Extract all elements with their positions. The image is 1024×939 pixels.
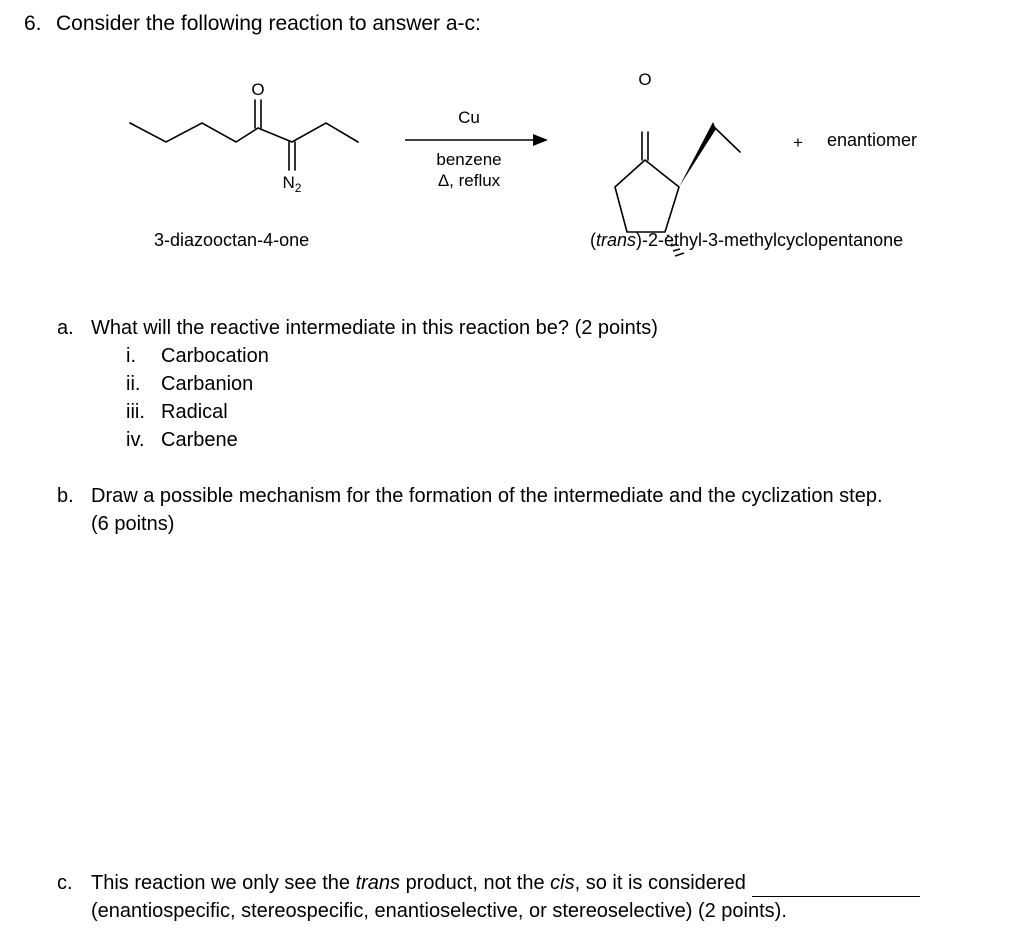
enantiomer-label: enantiomer [827, 130, 918, 150]
reaction-arrow [405, 134, 548, 146]
option-label: Carbanion [161, 373, 254, 395]
product-structure [615, 126, 740, 232]
answer-blank[interactable] [752, 878, 920, 897]
option-item [126, 398, 269, 426]
option-item [126, 370, 269, 398]
option-numeral: ii. [126, 373, 141, 395]
option-numeral: i. [126, 345, 136, 367]
product-name [590, 230, 903, 251]
reactant-left-chain [130, 123, 258, 142]
question-number: 6. [24, 12, 42, 35]
part-a-letter: a. [57, 317, 74, 339]
part-a-text: What will the reactive intermediate in this reaction be? (2 points) [91, 317, 658, 339]
part-b-letter: b. [57, 485, 74, 507]
product-oxygen: O [638, 70, 652, 89]
part-b-text: Draw a possible mechanism for the formation of the intermediate and the cyclization step. [91, 485, 883, 507]
option-item [126, 426, 269, 454]
option-label: Radical [161, 401, 228, 423]
part-b-question [57, 482, 883, 538]
reactant-right-chain [258, 123, 358, 142]
product-name-rest: )-2-ethyl-3-methylcyclopentanone [636, 230, 904, 250]
part-c-text-1: This reaction we only see the [91, 872, 356, 894]
part-c-text-2: product, not the [400, 872, 551, 894]
option-numeral: iv. [126, 429, 145, 451]
product-name-stereo: trans [596, 230, 637, 250]
part-b-points: (6 poitns) [91, 513, 175, 535]
part-c-text-3: , so it is considered [574, 872, 746, 894]
option-item [126, 342, 269, 370]
cyclopentanone-ring [615, 160, 679, 232]
reactant-structure [130, 100, 358, 170]
product-wedge-bond [679, 122, 716, 187]
part-a-options [126, 342, 269, 454]
product-name-open-paren: ( [590, 230, 596, 250]
part-c-letter: c. [57, 872, 73, 894]
product-ethyl-bond [713, 126, 740, 152]
reagent-conditions: Δ, reflux [437, 171, 501, 190]
option-numeral: iii. [126, 401, 145, 423]
reagent-above-arrow: Cu [458, 108, 480, 127]
option-label: Carbene [161, 429, 238, 451]
part-a-question [57, 314, 658, 342]
reactant-nitrogen-symbol: N [282, 173, 295, 192]
part-c-question [57, 869, 920, 925]
part-c-choices: (enantiospecific, stereospecific, enantioselective, or stereoselective) (2 points). [91, 900, 787, 922]
question-text: Consider the following reaction to answer a-c: [56, 12, 481, 35]
reactant-nitrogen [283, 173, 302, 195]
option-label: Carbocation [161, 345, 269, 367]
reactant-name: 3-diazooctan-4-one [154, 230, 310, 250]
plus-sign: + [793, 133, 803, 152]
question-header [24, 12, 481, 36]
reactant-oxygen: O [251, 80, 265, 99]
part-c-italic-cis: cis [550, 872, 575, 894]
reagent-solvent: benzene [436, 150, 502, 169]
part-c-italic-trans: trans [355, 872, 401, 894]
reactant-nitrogen-subscript: 2 [294, 181, 302, 195]
